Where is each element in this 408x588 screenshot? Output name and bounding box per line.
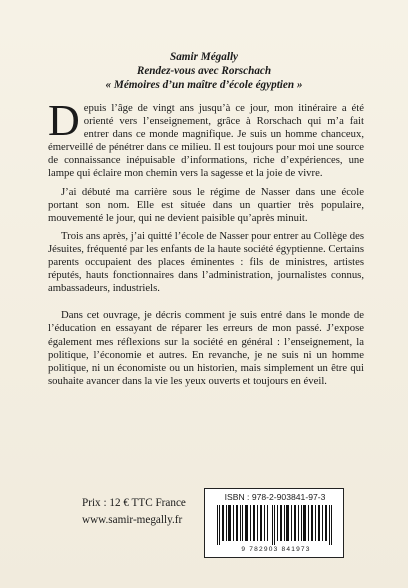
paragraph-2: J’ai débuté ma carrière sous le régime de Nasser dans une école portant son nom. Elle est située dans un quartier très populaire, mouvementé le jour, qui ne devient paisible qu’après minuit. [48, 185, 364, 224]
blurb [48, 96, 364, 393]
author-name: Samir Mégally [169, 51, 239, 63]
paragraph-3: Trois ans après, j’ai quitté l’école de Nasser pour entrer au Collège des Jésuites, fréquenté par les enfants de la haute société égyptienne. Certains parents occupaient des places éminentes : fils de ministres, artistes réputés, hauts fonctionnaires dans l’administration, journalistes connus, ambassadeurs, industriels. [48, 229, 364, 295]
paragraph-1 [48, 96, 364, 181]
header [0, 50, 408, 93]
book-title: Rendez-vous avec Rorschach [136, 65, 272, 78]
paragraph-1-text: epuis l’âge de vingt ans jusqu’à ce jour, mon itinéraire a été orienté vers l’enseignement, grâce à Rorschach qui m’a fait entrer dans ce monde magnifique. Je suis un homme chanceux, émerveillé de pénétrer dans ce milieu. Il est toujours pour moi une source de connaissance inépuisable d’informations, riche d’expériences, une lampe qui éclaire mon chemin vers la sagesse et la joie de vivre. [48, 102, 364, 180]
barcode-number: 9 782903 841973 [241, 546, 311, 553]
book-subtitle: « Mémoires d’un maître d’école égyptien » [105, 79, 303, 92]
website-link[interactable]: www.samir-megally.fr [82, 514, 183, 526]
isbn-label: ISBN : 978-2-903841-97-3 [224, 492, 326, 502]
price-block [82, 495, 186, 529]
footer [82, 488, 344, 558]
dropcap: D [48, 96, 80, 145]
barcode-icon [215, 505, 335, 545]
isbn-box [204, 488, 344, 558]
price-label: Prix : 12 € TTC France [82, 497, 186, 509]
paragraph-4: Dans cet ouvrage, je décris comment je suis entré dans le monde de l’éducation en essayant de réparer les erreurs de mon passé. J’expose également mes réflexions sur la société en général : l’enseignement, la politique, l’économie et autres. En revanche, je ne suis ni un homme politique, ni un économiste ou un historien, mais simplement un être qui souhaite avancer dans la vie les yeux ouverts et toujours en éveil. [48, 309, 364, 387]
